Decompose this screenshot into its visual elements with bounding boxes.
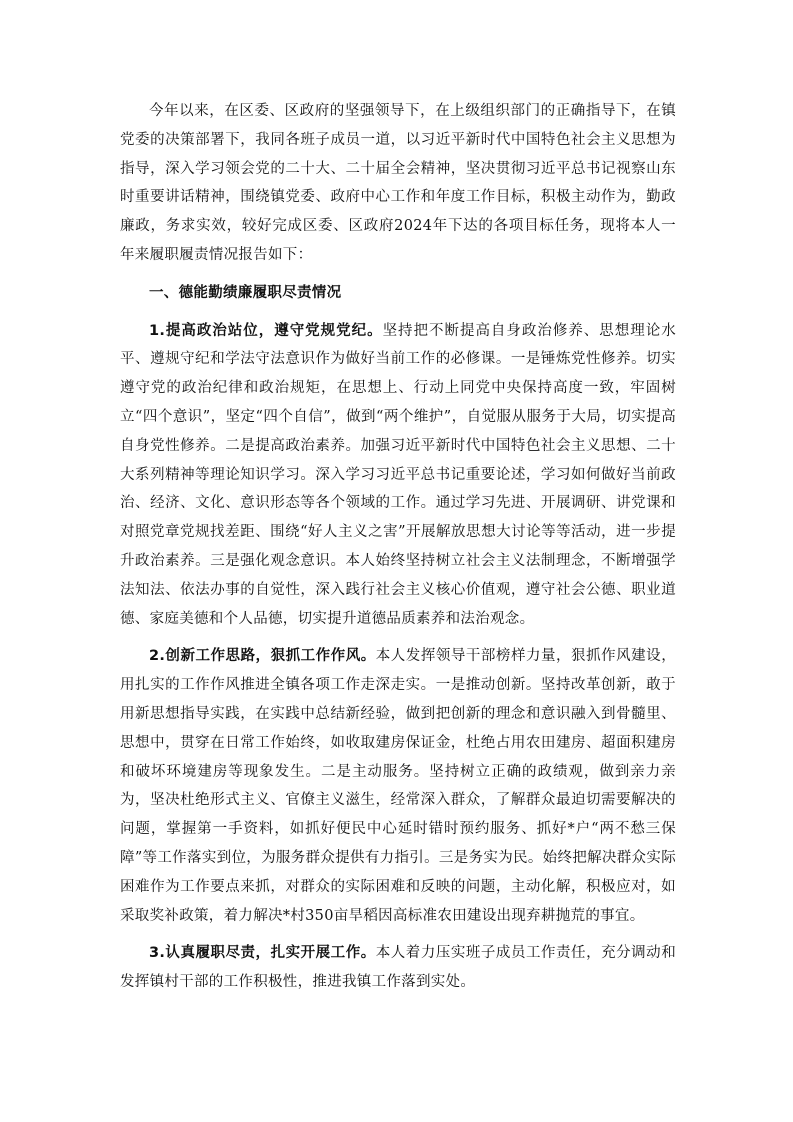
item-paragraph-3 bbox=[120, 939, 676, 997]
item-title-3: 3.认真履职尽责，扎实开展工作。 bbox=[149, 945, 376, 962]
item-title-1: 1.提高政治站位，遵守党规党纪。 bbox=[149, 322, 383, 339]
intro-paragraph: 今年以来，在区委、区政府的坚强领导下，在上级组织部门的正确指导下，在镇党委的决策部署下，我同各班子成员一道，以习近平新时代中国特色社会主义思想为指导，深入学习领会党的二十大、二十届全会精神，坚决贯彻习近平总书记视察山东时重要讲话精神，围绕镇党委、政府中心工作和年度工作目标，积极主动作为，勤政廉政，务求实效，较好完成区委、区政府2024年下达的各项目标任务，现将本人一年来履职履责情况报告如下： bbox=[120, 103, 676, 263]
item-paragraph-2 bbox=[120, 642, 676, 930]
item-title-2: 2.创新工作思路，狠抓工作作风。 bbox=[149, 648, 376, 665]
section-heading-1: 一、德能勤绩廉履职尽责情况 bbox=[149, 284, 342, 301]
item-body-2: 本人发挥领导干部榜样力量，狠抓作风建设，用扎实的工作作风推进全镇各项工作走深走实。一是推动创新。坚持改革创新，敢于用新思想指导实践，在实践中总结新经验，做到把创新的理念和意识融入到骨髓里、思想中，贯穿在日常工作始终，如收取建房保证金，杜绝占用农田建房、超面积建房和破坏环境建房等现象发生。二是主动服务。坚持树立正确的政绩观，做到亲力亲为，坚决杜绝形式主义、官僚主义滋生，经常深入群众，了解群众最迫切需要解决的问题，掌握第一手资料，如抓好便民中心延时错时预约服务、抓好*户“两不愁三保障”等工作落实到位，为服务群众提供有力指引。三是务实为民。始终把解决群众实际困难作为工作要点来抓，对群众的实际困难和反映的问题，主动化解，积极应对，如采取奖补政策，着力解决*村350亩旱稻因高标准农田建设出现弃耕抛荒的事宜。 bbox=[120, 648, 676, 924]
item-body-1: 坚持把不断提高自身政治修养、思想理论水平、遵规守纪和学法守法意识作为做好当前工作的必修课。一是锤炼党性修养。切实遵守党的政治纪律和政治规矩，在思想上、行动上同党中央保持高度一致，牢固树立“四个意识”，坚定“四个自信”，做到“两个维护”，自觉服从服务于大局，切实提高自身党性修养。二是提高政治素养。加强习近平新时代中国特色社会主义思想、二十大系列精神等理论知识学习。深入学习习近平总书记重要论述，学习如何做好当前政治、经济、文化、意识形态等各个领域的工作。通过学习先进、开展调研、讲党课和对照党章党规找差距、围绕“好人主义之害”开展解放思想大讨论等等活动，进一步提升政治素养。三是强化观念意识。本人始终坚持树立社会主义法制理念，不断增强学法知法、依法办事的自觉性，深入践行社会主义核心价值观，遵守社会公德、职业道德、家庭美德和个人品德，切实提升道德品质素养和法治观念。 bbox=[120, 322, 676, 627]
document-body bbox=[120, 97, 676, 1006]
item-body-3: 本人着力压实班子成员工作责任，充分调动和发挥镇村干部的工作积极性，推进我镇工作落到实处。 bbox=[120, 945, 676, 991]
item-paragraph-1 bbox=[120, 317, 676, 634]
